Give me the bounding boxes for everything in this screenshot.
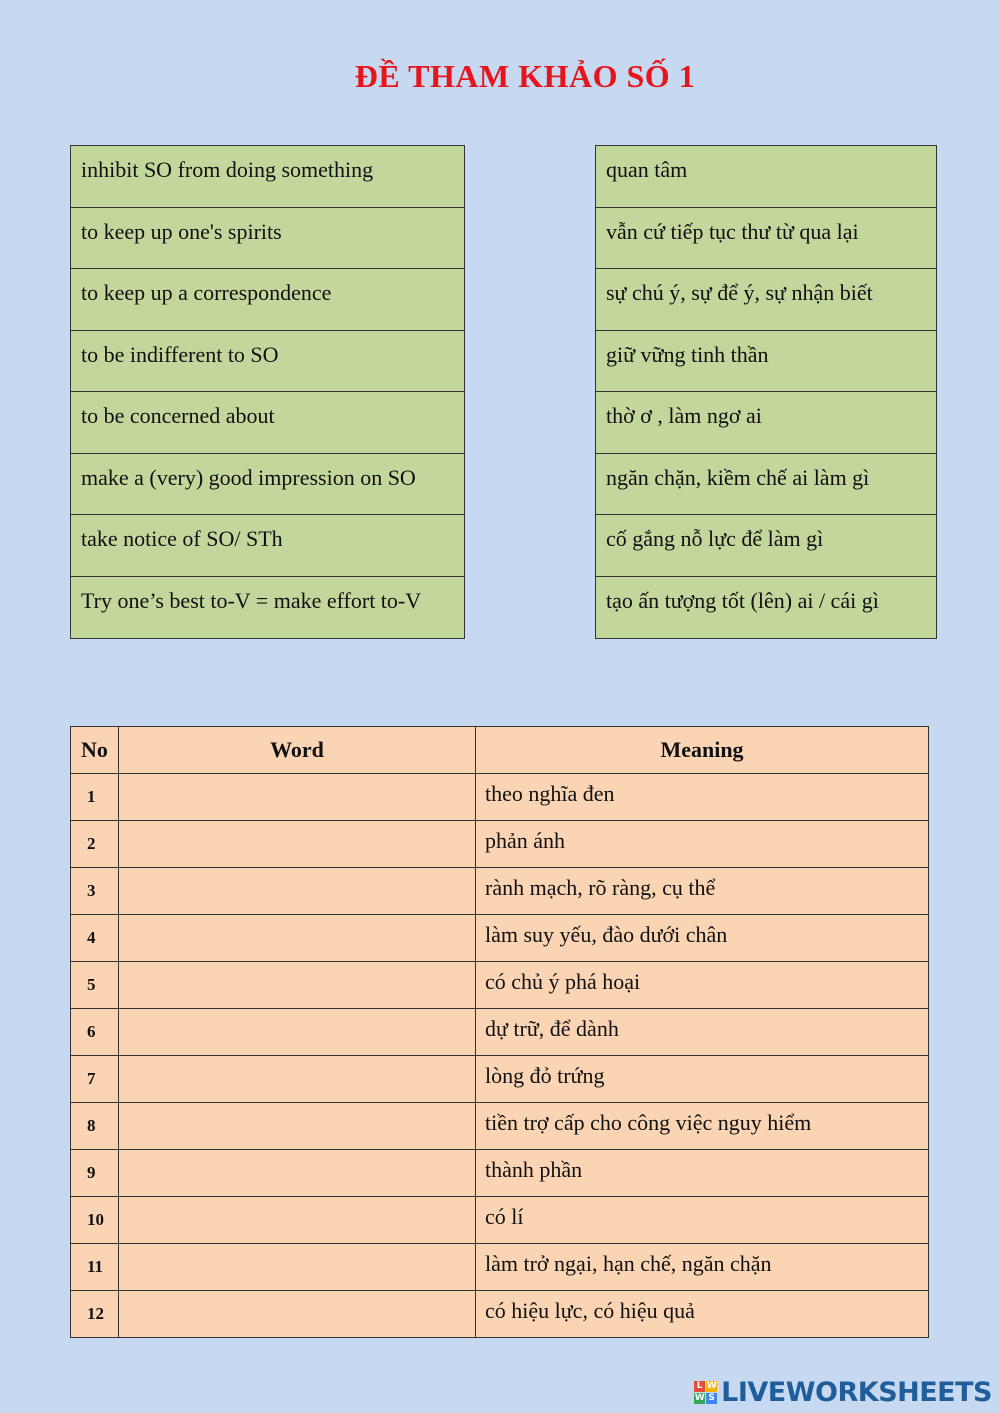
- english-phrase-card[interactable]: Try one’s best to-V = make effort to-V: [81, 587, 422, 613]
- meaning-cell: phản ánh: [476, 821, 929, 868]
- logo-tile: W: [706, 1380, 717, 1391]
- word-answer-field[interactable]: [119, 774, 476, 821]
- row-number: 3: [71, 868, 119, 915]
- vietnamese-meanings-column: [595, 145, 937, 639]
- english-phrase-card[interactable]: make a (very) good impression on SO: [71, 454, 464, 516]
- word-answer-field[interactable]: [119, 1150, 476, 1197]
- meaning-cell: thành phần: [476, 1150, 929, 1197]
- vietnamese-meaning-card[interactable]: sự chú ý, sự để ý, sự nhận biết: [596, 269, 936, 331]
- word-answer-field[interactable]: [119, 821, 476, 868]
- word-answer-field[interactable]: [119, 1197, 476, 1244]
- word-answer-field[interactable]: [119, 915, 476, 962]
- row-number: 1: [71, 774, 119, 821]
- word-answer-field[interactable]: [119, 962, 476, 1009]
- row-number: 11: [71, 1244, 119, 1291]
- row-number: 4: [71, 915, 119, 962]
- table-row: [71, 1103, 929, 1150]
- meaning-cell: có lí: [476, 1197, 929, 1244]
- row-number: 10: [71, 1197, 119, 1244]
- table-row: [71, 915, 929, 962]
- logo-tile: L: [694, 1381, 705, 1392]
- meaning-cell: tiền trợ cấp cho công việc nguy hiểm: [476, 1103, 929, 1150]
- logo-tile: S: [706, 1393, 717, 1404]
- word-answer-field[interactable]: [119, 1056, 476, 1103]
- vietnamese-meaning-card[interactable]: cố gắng nỗ lực để làm gì: [596, 515, 936, 577]
- table-row: [71, 821, 929, 868]
- liveworksheets-brand: [694, 1376, 992, 1408]
- english-phrase-card[interactable]: to keep up a correspondence: [71, 269, 464, 331]
- vietnamese-meaning-card[interactable]: thờ ơ , làm ngơ ai: [596, 392, 936, 454]
- row-number: 7: [71, 1056, 119, 1103]
- vietnamese-meaning-card[interactable]: vẫn cứ tiếp tục thư từ qua lại: [596, 208, 936, 270]
- meaning-cell: có chủ ý phá hoại: [476, 962, 929, 1009]
- column-header-no: No: [71, 727, 119, 774]
- meaning-cell: theo nghĩa đen: [476, 774, 929, 821]
- row-number: 2: [71, 821, 119, 868]
- english-phrases-column: [70, 145, 465, 639]
- vietnamese-meaning-card[interactable]: giữ vững tinh thần: [596, 331, 936, 393]
- liveworksheets-logo-icon: [694, 1381, 717, 1404]
- meaning-cell: làm trở ngại, hạn chế, ngăn chặn: [476, 1244, 929, 1291]
- table-row: [71, 868, 929, 915]
- table-row: [71, 774, 929, 821]
- meaning-cell: lòng đỏ trứng: [476, 1056, 929, 1103]
- row-number: 9: [71, 1150, 119, 1197]
- logo-tile: W: [694, 1392, 705, 1403]
- word-answer-field[interactable]: [119, 868, 476, 915]
- english-phrase-card[interactable]: to be concerned about: [71, 392, 464, 454]
- vietnamese-meaning-card[interactable]: quan tâm: [596, 146, 936, 208]
- word-answer-field[interactable]: [119, 1244, 476, 1291]
- table-row: [71, 1291, 929, 1338]
- english-phrase-card[interactable]: inhibit SO from doing something: [71, 146, 464, 208]
- row-number: 6: [71, 1009, 119, 1056]
- table-row: [71, 1056, 929, 1103]
- table-row: [71, 1244, 929, 1291]
- vietnamese-meaning-card[interactable]: ngăn chặn, kiềm chế ai làm gì: [596, 454, 936, 516]
- brand-name: LIVEWORKSHEETS: [721, 1376, 992, 1408]
- english-phrase-card[interactable]: to keep up one's spirits: [71, 208, 464, 270]
- row-number: 5: [71, 962, 119, 1009]
- row-number: 8: [71, 1103, 119, 1150]
- table-row: [71, 1150, 929, 1197]
- english-phrase-card[interactable]: take notice of SO/ STh: [71, 515, 464, 577]
- column-header-word: Word: [119, 727, 476, 774]
- meaning-cell: có hiệu lực, có hiệu quả: [476, 1291, 929, 1338]
- word-answer-field[interactable]: [119, 1103, 476, 1150]
- word-answer-field[interactable]: [119, 1291, 476, 1338]
- table-header-row: [71, 727, 929, 774]
- meaning-cell: dự trữ, để dành: [476, 1009, 929, 1056]
- table-row: [71, 1197, 929, 1244]
- table-row: [71, 962, 929, 1009]
- english-phrase-card[interactable]: to be indifferent to SO: [71, 331, 464, 393]
- meaning-cell: rành mạch, rõ ràng, cụ thể: [476, 868, 929, 915]
- vietnamese-meaning-card[interactable]: tạo ấn tượng tốt (lên) ai / cái gì: [606, 587, 879, 613]
- vocabulary-table: [70, 726, 929, 1338]
- page-title: ĐỀ THAM KHẢO SỐ 1: [354, 58, 696, 94]
- word-answer-field[interactable]: [119, 1009, 476, 1056]
- table-row: [71, 1009, 929, 1056]
- row-number: 12: [71, 1291, 119, 1338]
- meaning-cell: làm suy yếu, đào dưới chân: [476, 915, 929, 962]
- column-header-meaning: Meaning: [476, 727, 929, 774]
